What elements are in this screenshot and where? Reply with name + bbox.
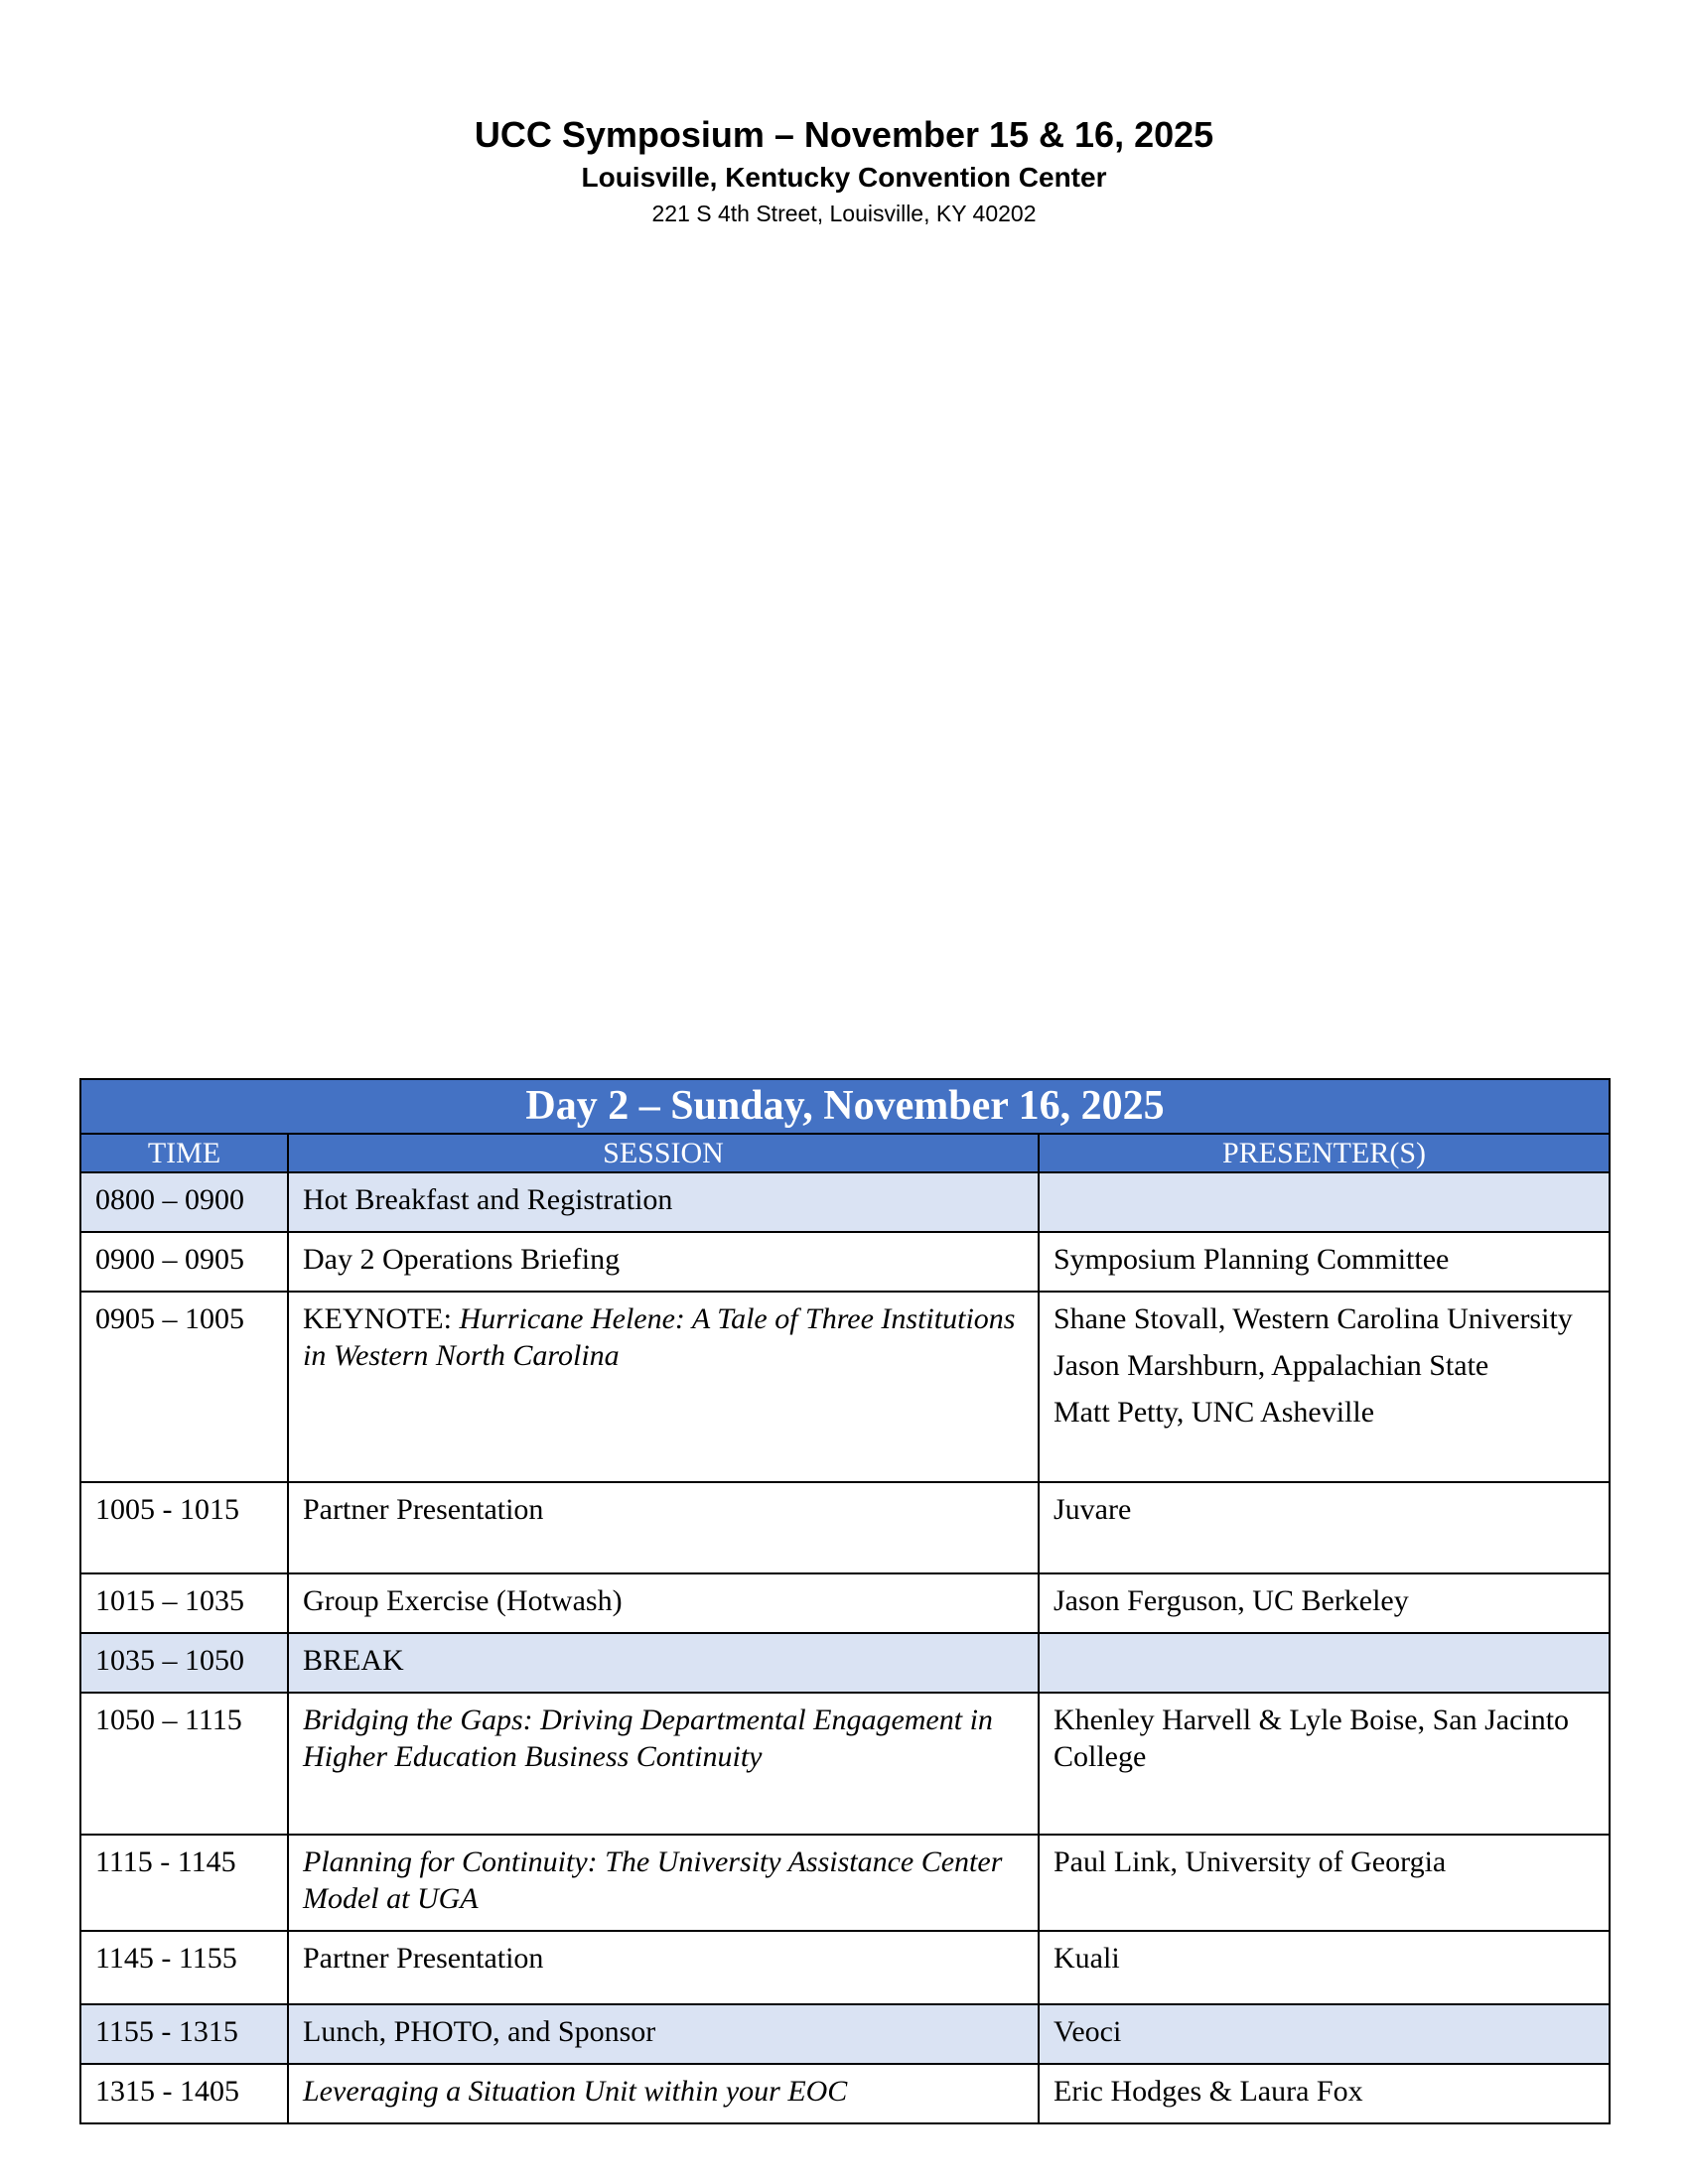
presenter-cell (1039, 2004, 1610, 2064)
presenter-cell (1039, 1573, 1610, 1633)
session-cell (288, 1292, 1039, 1482)
time-cell: 1015 – 1035 (80, 1573, 288, 1633)
session-cell: Group Exercise (Hotwash) (288, 1573, 1039, 1633)
presenter-cell (1039, 1232, 1610, 1292)
presenter-cell (1039, 2064, 1610, 2123)
presenter: Shane Stovall, Western Carolina University (1054, 1302, 1573, 1335)
day-title: Day 2 – Sunday, November 16, 2025 (80, 1079, 1610, 1134)
presenter: Matt Petty, UNC Asheville (1054, 1396, 1375, 1429)
session-cell: Partner Presentation (288, 1931, 1039, 2004)
session-prefix: KEYNOTE: (303, 1302, 460, 1335)
table-row (80, 1693, 1610, 1835)
presenter-cell (1039, 1633, 1610, 1693)
table-row (80, 1482, 1610, 1573)
presenter-cell (1039, 1292, 1610, 1482)
session-cell: Bridging the Gaps: Driving Departmental Engagement in Higher Education Business Continuity (288, 1693, 1039, 1835)
presenter-cell (1039, 1172, 1610, 1232)
presenter-cell (1039, 1693, 1610, 1835)
session-cell: Planning for Continuity: The University Assistance Center Model at UGA (288, 1835, 1039, 1931)
column-header-session: SESSION (288, 1134, 1039, 1172)
presenter: Khenley Harvell & Lyle Boise, San Jacinto College (1054, 1704, 1570, 1773)
time-cell: 0900 – 0905 (80, 1232, 288, 1292)
session-cell: Partner Presentation (288, 1482, 1039, 1573)
column-header-presenters: PRESENTER(S) (1039, 1134, 1610, 1172)
time-cell: 0905 – 1005 (80, 1292, 288, 1482)
presenter: Juvare (1054, 1493, 1132, 1526)
presenter-cell (1039, 1482, 1610, 1573)
session-cell: Leveraging a Situation Unit within your EOC (288, 2064, 1039, 2123)
presenter: Jason Marshburn, Appalachian State (1054, 1349, 1489, 1382)
presenter: Eric Hodges & Laura Fox (1054, 2075, 1363, 2108)
session-title: Hurricane Helene: A Tale of Three Institutions in Western North Carolina (303, 1302, 1016, 1372)
table-row (80, 1931, 1610, 2004)
schedule-table (79, 1078, 1611, 2124)
table-row (80, 1633, 1610, 1693)
table-row (80, 2004, 1610, 2064)
table-row (80, 1172, 1610, 1232)
presenter: Symposium Planning Committee (1054, 1243, 1450, 1276)
time-cell: 1115 - 1145 (80, 1835, 288, 1931)
session-cell: BREAK (288, 1633, 1039, 1693)
time-cell: 1005 - 1015 (80, 1482, 288, 1573)
table-row (80, 2064, 1610, 2123)
column-header-row (80, 1134, 1610, 1172)
table-row (80, 1573, 1610, 1633)
presenter: Jason Ferguson, UC Berkeley (1054, 1584, 1409, 1617)
session-cell: Hot Breakfast and Registration (288, 1172, 1039, 1232)
time-cell: 1050 – 1115 (80, 1693, 288, 1835)
time-cell: 1155 - 1315 (80, 2004, 288, 2064)
column-header-time: TIME (80, 1134, 288, 1172)
table-row (80, 1835, 1610, 1931)
presenter-cell (1039, 1835, 1610, 1931)
presenter: Veoci (1054, 2015, 1122, 2048)
session-cell: Day 2 Operations Briefing (288, 1232, 1039, 1292)
table-row (80, 1292, 1610, 1482)
presenter: Kuali (1054, 1942, 1120, 1975)
time-cell: 1145 - 1155 (80, 1931, 288, 2004)
time-cell: 1315 - 1405 (80, 2064, 288, 2123)
document-header (0, 111, 1688, 230)
session-cell: Lunch, PHOTO, and Sponsor (288, 2004, 1039, 2064)
table-row (80, 1232, 1610, 1292)
time-cell: 1035 – 1050 (80, 1633, 288, 1693)
page-title: UCC Symposium – November 15 & 16, 2025 (474, 114, 1214, 155)
venue-address: 221 S 4th Street, Louisville, KY 40202 (651, 201, 1037, 226)
presenter: Paul Link, University of Georgia (1054, 1845, 1447, 1878)
time-cell: 0800 – 0900 (80, 1172, 288, 1232)
venue-name: Louisville, Kentucky Convention Center (581, 162, 1107, 193)
presenter-cell (1039, 1931, 1610, 2004)
